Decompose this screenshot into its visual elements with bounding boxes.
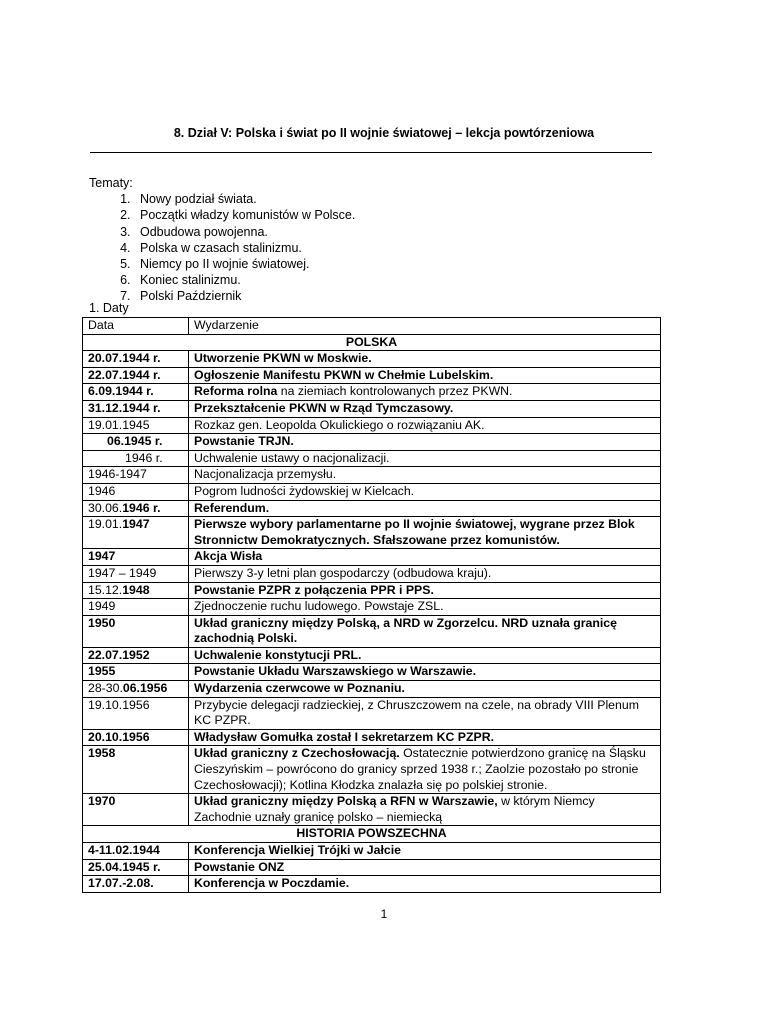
row-event: Pierwsze wybory parlamentarne po II wojnie światowej, wygrane przez Blok Stronnictw Demokratycznych. Sfałszowane przez komunistów. bbox=[189, 517, 661, 549]
row-event: Pierwszy 3-y letni plan gospodarczy (odbudowa kraju). bbox=[189, 565, 661, 582]
row-date: 1970 bbox=[83, 794, 189, 826]
row-date: 1949 bbox=[83, 599, 189, 616]
row-date-bold: 06.1956 bbox=[122, 681, 168, 696]
table-row bbox=[83, 483, 661, 500]
row-event: Władysław Gomułka został I sekretarzem KC PZPR. bbox=[189, 729, 661, 746]
section-label: 1. Daty bbox=[89, 301, 129, 315]
row-date bbox=[83, 582, 189, 599]
row-event-rest: w którym Niemcy Zachodnie uznały granicę polsko – niemiecką bbox=[194, 794, 595, 824]
row-date: 1947 bbox=[83, 549, 189, 566]
table-row bbox=[83, 434, 661, 451]
table-row bbox=[83, 876, 661, 893]
table-row bbox=[83, 746, 661, 794]
row-date: 06.1945 r. bbox=[83, 434, 189, 451]
row-date-bold: 1946 r. bbox=[122, 500, 161, 515]
row-event: Ogłoszenie Manifestu PKWN w Chełmie Lubelskim. bbox=[189, 367, 661, 384]
row-event: Zjednoczenie ruchu ludowego. Powstaje ZSL. bbox=[189, 599, 661, 616]
row-event: Rozkaz gen. Leopolda Okulickiego o rozwiązaniu AK. bbox=[189, 417, 661, 434]
row-date: 4-11.02.1944 bbox=[83, 843, 189, 860]
row-event bbox=[189, 746, 661, 794]
topic-item: 5. Niemcy po II wojnie światowej. bbox=[134, 256, 355, 272]
row-event: Referendum. bbox=[189, 500, 661, 517]
page-number: 1 bbox=[380, 907, 388, 921]
topic-item: 4. Polska w czasach stalinizmu. bbox=[134, 240, 355, 256]
table-row bbox=[83, 615, 661, 647]
row-event: Nacjonalizacja przemysłu. bbox=[189, 467, 661, 484]
topics-label: Tematy: bbox=[89, 176, 133, 190]
table-row bbox=[83, 582, 661, 599]
row-date: 22.07.1944 r. bbox=[83, 367, 189, 384]
dates-table bbox=[82, 317, 661, 893]
row-date: 1947 – 1949 bbox=[83, 565, 189, 582]
row-date: 19.10.1956 bbox=[83, 697, 189, 729]
table-row bbox=[83, 681, 661, 698]
table-row bbox=[83, 565, 661, 582]
group-row bbox=[83, 826, 661, 843]
row-date-plain: 19.01. bbox=[88, 517, 123, 532]
row-event: Pogrom ludności żydowskiej w Kielcach. bbox=[189, 483, 661, 500]
row-event-bold: Układ graniczny z Czechosłowacją. bbox=[194, 746, 400, 761]
row-event: Przekształcenie PKWN w Rząd Tymczasowy. bbox=[189, 400, 661, 417]
row-date: 1955 bbox=[83, 664, 189, 681]
row-event-bold: Układ graniczny między Polską a RFN w Warszawie, bbox=[194, 794, 498, 809]
table-row bbox=[83, 351, 661, 368]
row-date: 22.07.1952 bbox=[83, 647, 189, 664]
table-row bbox=[83, 400, 661, 417]
row-date: 31.12.1944 r. bbox=[83, 400, 189, 417]
row-event-rest: Ostatecznie potwierdzono granicę na Śląsku Cieszyńskim – powrócono do granicy sprzed 1938 r.; Zaolzie pozostało po stronie Czechosłowacji); Kotlina Kłodzka znalazła się po polskiej stronie. bbox=[194, 746, 646, 792]
page-title: 8. Dział V: Polska i świat po II wojnie światowej – lekcja powtórzeniowa bbox=[173, 126, 595, 140]
table-row bbox=[83, 843, 661, 860]
row-date: 1950 bbox=[83, 615, 189, 647]
row-date: 6.09.1944 r. bbox=[83, 384, 189, 401]
row-event: Konferencja Wielkiej Trójki w Jałcie bbox=[189, 843, 661, 860]
header-date: Data bbox=[83, 318, 189, 335]
header-event: Wydarzenie bbox=[189, 318, 661, 335]
table-row bbox=[83, 517, 661, 549]
topics-block bbox=[89, 175, 355, 305]
row-date: 1946 r. bbox=[83, 450, 189, 467]
row-date-bold: 1947 bbox=[122, 517, 150, 532]
row-date-plain: 15.12. bbox=[88, 582, 123, 597]
row-event: Uchwalenie konstytucji PRL. bbox=[189, 647, 661, 664]
table-row bbox=[83, 467, 661, 484]
group-row bbox=[83, 334, 661, 351]
topic-item: 1. Nowy podział świata. bbox=[134, 191, 355, 207]
row-date: 17.07.-2.08. bbox=[83, 876, 189, 893]
row-event bbox=[189, 794, 661, 826]
table-row bbox=[83, 450, 661, 467]
table-row bbox=[83, 794, 661, 826]
table-header-row bbox=[83, 318, 661, 335]
topic-item: 6. Koniec stalinizmu. bbox=[134, 272, 355, 288]
group-title-historia-powszechna: HISTORIA POWSZECHNA bbox=[83, 826, 661, 843]
topic-item: 3. Odbudowa powojenna. bbox=[134, 224, 355, 240]
row-date: 1958 bbox=[83, 746, 189, 794]
row-event: Akcja Wisła bbox=[189, 549, 661, 566]
row-date bbox=[83, 517, 189, 549]
table-row bbox=[83, 729, 661, 746]
row-event: Powstanie TRJN. bbox=[189, 434, 661, 451]
table-row bbox=[83, 599, 661, 616]
row-date: 1946 bbox=[83, 483, 189, 500]
topics-list bbox=[89, 191, 355, 304]
row-event bbox=[189, 384, 661, 401]
row-event: Wydarzenia czerwcowe w Poznaniu. bbox=[189, 681, 661, 698]
row-event: Przybycie delegacji radzieckiej, z Chruszczowem na czele, na obrady VIII Plenum KC PZPR. bbox=[189, 697, 661, 729]
row-date: 20.07.1944 r. bbox=[83, 351, 189, 368]
row-date-plain: 30.06. bbox=[88, 500, 123, 515]
table-row bbox=[83, 367, 661, 384]
row-date bbox=[83, 681, 189, 698]
table-row bbox=[83, 549, 661, 566]
table-row bbox=[83, 417, 661, 434]
topic-item: 2. Początki władzy komunistów w Polsce. bbox=[134, 207, 355, 223]
row-date: 25.04.1945 r. bbox=[83, 859, 189, 876]
title-underline bbox=[90, 152, 652, 153]
table-row bbox=[83, 384, 661, 401]
group-title-polska: POLSKA bbox=[83, 334, 661, 351]
row-date: 1946-1947 bbox=[83, 467, 189, 484]
row-event-rest: na ziemiach kontrolowanych przez PKWN. bbox=[277, 384, 513, 399]
row-event: Powstanie ONZ bbox=[189, 859, 661, 876]
table-row bbox=[83, 647, 661, 664]
row-event: Konferencja w Poczdamie. bbox=[189, 876, 661, 893]
table-row bbox=[83, 697, 661, 729]
row-event: Uchwalenie ustawy o nacjonalizacji. bbox=[189, 450, 661, 467]
row-event: Utworzenie PKWN w Moskwie. bbox=[189, 351, 661, 368]
table-row bbox=[83, 664, 661, 681]
table-row bbox=[83, 500, 661, 517]
row-date bbox=[83, 500, 189, 517]
row-event: Układ graniczny między Polską, a NRD w Zgorzelcu. NRD uznała granicę zachodnią Polski. bbox=[189, 615, 661, 647]
row-date: 19.01.1945 bbox=[83, 417, 189, 434]
row-event-bold: Reforma rolna bbox=[194, 384, 278, 399]
row-event: Powstanie PZPR z połączenia PPR i PPS. bbox=[189, 582, 661, 599]
row-event: Powstanie Układu Warszawskiego w Warszawie. bbox=[189, 664, 661, 681]
topic-item: 7. Polski Październik bbox=[134, 288, 355, 304]
row-date: 20.10.1956 bbox=[83, 729, 189, 746]
row-date-bold: 1948 bbox=[122, 582, 150, 597]
row-date-plain: 28-30. bbox=[88, 681, 123, 696]
table-row bbox=[83, 859, 661, 876]
